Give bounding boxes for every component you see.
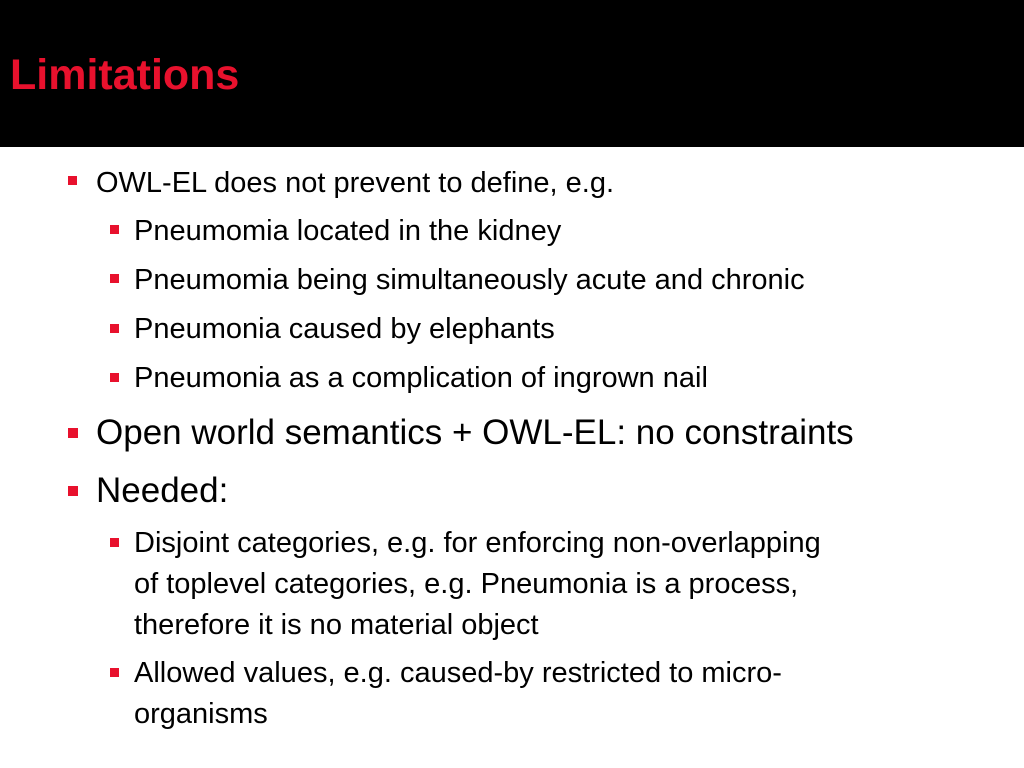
bullet-text-line: therefore it is no material object [134,609,539,641]
bullet-text-level1: Needed: [96,471,229,510]
bullet-text-level1: Open world semantics + OWL-EL: no constraints [96,413,854,452]
bullet-text-level1: OWL-EL does not prevent to define, e.g. [96,167,615,199]
bullet-square-icon [68,486,78,496]
bullet-text-line: Disjoint categories, e.g. for enforcing non-overlapping [134,527,821,559]
bullet-text-level2: Pneumomia being simultaneously acute and chronic [134,264,805,296]
bullet-text-level2: Pneumonia as a complication of ingrown nail [134,362,708,394]
bullet-square-icon [68,176,77,185]
bullet-square-icon [110,225,119,234]
slide-title: Limitations [10,51,240,99]
bullet-text-line: organisms [134,698,268,730]
bullet-square-icon [68,428,78,438]
bullet-text-line: of toplevel categories, e.g. Pneumonia is a process, [134,568,799,600]
bullet-square-icon [110,373,119,382]
bullet-square-icon [110,324,119,333]
bullet-square-icon [110,668,119,677]
bullet-text-level2: Pneumomia located in the kidney [134,215,562,247]
bullet-text-level2: Pneumonia caused by elephants [134,313,555,345]
bullet-square-icon [110,538,119,547]
bullet-text-line: Allowed values, e.g. caused-by restricted to micro- [134,657,782,689]
bullet-square-icon [110,274,119,283]
